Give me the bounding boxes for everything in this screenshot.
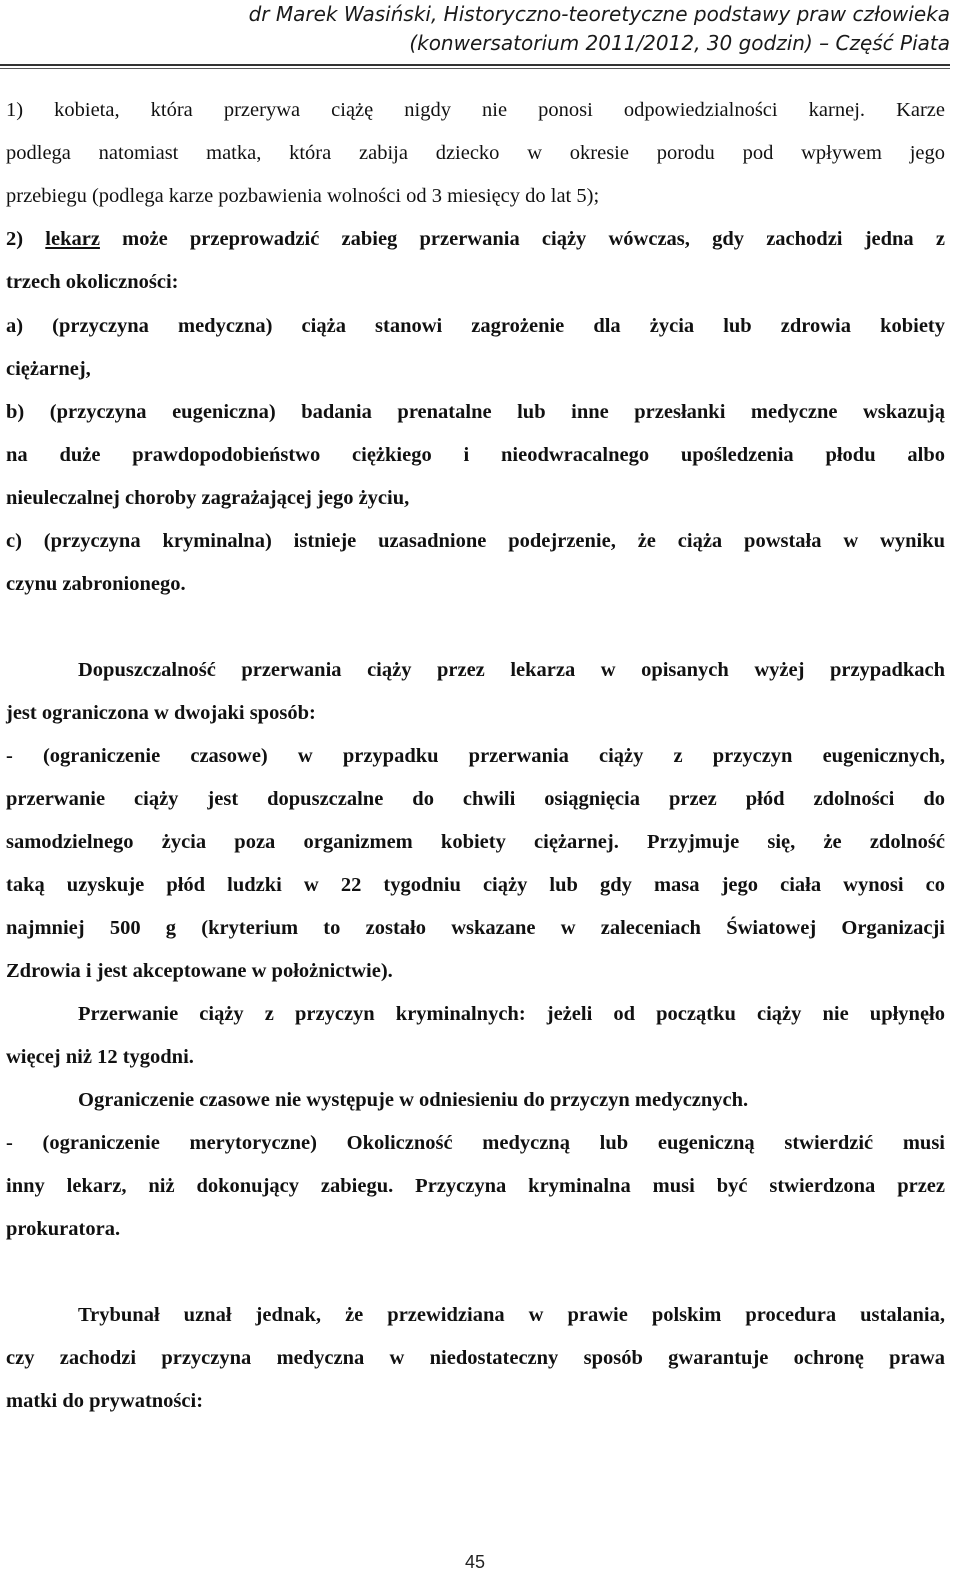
text-line: czynu zabronionego. xyxy=(6,573,186,595)
text-line: matki do prywatności: xyxy=(6,1390,204,1412)
text-line: ciężarnej, xyxy=(6,358,91,380)
header-author-title: dr Marek Wasiński, Historyczno-teoretyczne podstawy praw człowieka xyxy=(248,2,950,26)
text-line: Przerwanie ciąży z przyczyn kryminalnych: jeżeli od początku ciąży nie upłynęło xyxy=(78,1003,945,1025)
text-line: prokuratora. xyxy=(6,1218,121,1240)
text-line: Trybunał uznał jednak, że przewidziana w prawie polskim procedura ustalania, xyxy=(78,1304,945,1326)
text-line: inny lekarz, niż dokonujący zabiegu. Przyczyna kryminalna musi być stwierdzona przez xyxy=(6,1175,945,1197)
text-line: Ograniczenie czasowe nie występuje w odniesieniu do przyczyn medycznych. xyxy=(78,1089,749,1111)
text-line: trzech okoliczności: xyxy=(6,271,179,293)
text-line: 1) kobieta, która przerywa ciążę nigdy nie ponosi odpowiedzialności karnej. Karze xyxy=(6,99,945,121)
text-line: najmniej 500 g (kryterium to zostało wskazane w zaleceniach Światowej Organizacji xyxy=(6,917,945,939)
text-line: - (ograniczenie merytoryczne) Okoliczność medyczną lub eugeniczną stwierdzić musi xyxy=(6,1132,945,1154)
text-line: przebiegu (podlega karze pozbawienia wolności od 3 miesięcy do lat 5); xyxy=(6,185,600,207)
text-line: jest ograniczona w dwojaki sposób: xyxy=(6,702,316,724)
text-line: czy zachodzi przyczyna medyczna w niedostateczny sposób gwarantuje ochronę prawa xyxy=(6,1347,945,1369)
lekarz-link[interactable]: lekarz xyxy=(45,228,100,250)
page-header xyxy=(0,0,950,58)
text-segment: 2) xyxy=(6,228,46,250)
text-segment: może przeprowadzić zabieg przerwania ciąży wówczas, gdy zachodzi jedna z xyxy=(99,228,945,250)
text-line: - (ograniczenie czasowe) w przypadku przerwania ciąży z przyczyn eugenicznych, xyxy=(6,745,945,767)
text-line: c) (przyczyna kryminalna) istnieje uzasadnione podejrzenie, że ciąża powstała w wyniku xyxy=(6,530,945,552)
text-line: b) (przyczyna eugeniczna) badania prenatalne lub inne przesłanki medyczne wskazują xyxy=(6,401,945,423)
header-course-info: (konwersatorium 2011/2012, 30 godzin) – Część Piata xyxy=(409,31,950,55)
header-rule xyxy=(0,64,950,66)
text-line: taką uzyskuje płód ludzki w 22 tygodniu ciąży lub gdy masa jego ciała wynosi co xyxy=(6,874,945,896)
text-line: więcej niż 12 tygodni. xyxy=(6,1046,194,1068)
page-number: 45 xyxy=(464,1552,486,1572)
text-line: Dopuszczalność przerwania ciąży przez lekarza w opisanych wyżej przypadkach xyxy=(78,659,945,681)
text-line: a) (przyczyna medyczna) ciąża stanowi zagrożenie dla życia lub zdrowia kobiety xyxy=(6,315,945,337)
text-line: na duże prawdopodobieństwo ciężkiego i nieodwracalnego upośledzenia płodu albo xyxy=(6,444,945,466)
text-line: podlega natomiast matka, która zabija dziecko w okresie porodu pod wpływem jego xyxy=(6,142,945,164)
text-line: przerwanie ciąży jest dopuszczalne do chwili osiągnięcia przez płód zdolności do xyxy=(6,788,945,810)
text-line: samodzielnego życia poza organizmem kobiety ciężarnej. Przyjmuje się, że zdolność xyxy=(6,831,945,853)
text-line: nieuleczalnej choroby zagrażającej jego życiu, xyxy=(6,487,410,509)
header-rule-thin xyxy=(0,68,950,69)
text-line xyxy=(6,227,945,251)
text-line: Zdrowia i jest akceptowane w położnictwie). xyxy=(6,960,393,982)
